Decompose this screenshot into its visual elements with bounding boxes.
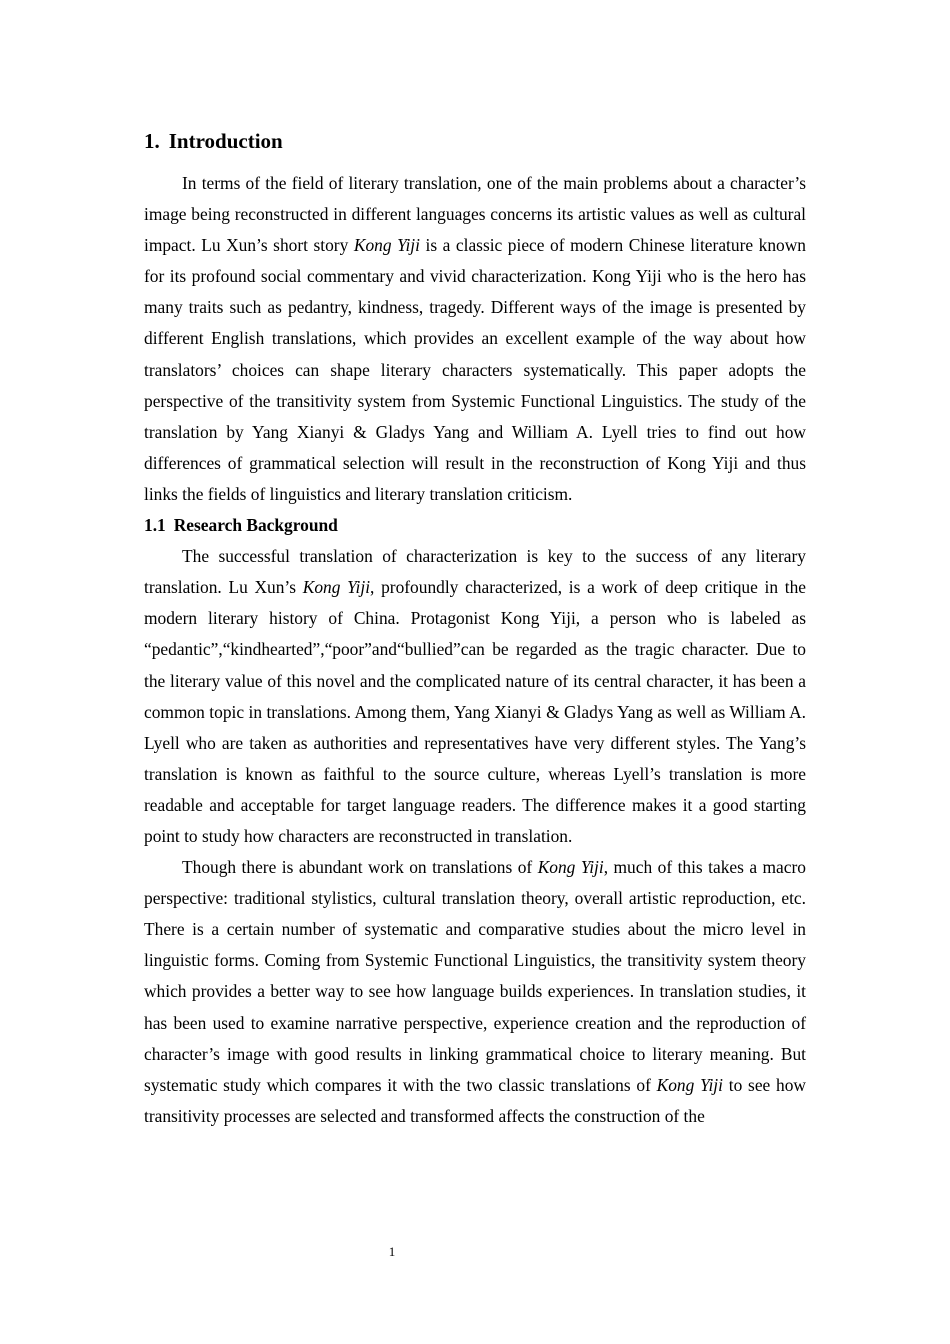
section-title: Introduction [168,129,283,153]
background-paragraph-2-text-2: , much of this takes a macro perspective: traditional stylistics, cultural translation theory, overall artistic reproduction, etc. There is a certain number of systematic and comparative studies about the micro level in linguistic forms. Coming from Systemic Functional Linguistics, the transitivity system theory which provides a better way to see how language builds experiences. In translation studies, it has been used to examine narrative perspective, experience creation and the reproduction of character’s image with good results in linking grammatical choice to literary meaning. But systematic study which compares it with the two classic translations of [144,857,806,1095]
background-paragraph-1-text-1: The successful translation of characterization is key to the success of any literary translation. Lu Xun’s [144,546,806,598]
intro-paragraph [144,168,806,510]
work-title: Kong Yiji [353,235,420,256]
background-paragraph-2-text-1: Though there is abundant work on translations of [182,857,533,878]
page-content [144,126,806,1132]
subsection-heading [144,510,806,541]
intro-paragraph-text-2: is a classic piece of modern Chinese literature known for its profound social commentary and vivid characterization. Kong Yiji who is the hero has many traits such as pedantry, kindness, tragedy. Different ways of the image is presented by different English translations, which provides an excellent example of the way about how translators’ choices can shape literary characters systematically. This paper adopts the perspective of the transitivity system from Systemic Functional Linguistics. The study of the translation by Yang Xianyi & Gladys Yang and William A. Lyell tries to find out how differences of grammatical selection will result in the reconstruction of Kong Yiji and thus links the fields of linguistics and literary translation criticism. [144,235,806,504]
page-number: 1 [388,1244,396,1259]
background-paragraph-1 [144,541,806,852]
background-paragraph-1-text-2: , profoundly characterized, is a work of deep critique in the modern literary history of China. Protagonist Kong Yiji, a person who is labeled as “pedantic”,“kindhearted”,“poor”and“bullied”can be regarded as the tragic character. Due to the literary value of this novel and the complicated nature of its central character, it has been a common topic in translations. Among them, Yang Xianyi & Gladys Yang as well as William A. Lyell who are taken as authorities and representatives have very different styles. The Yang’s translation is known as faithful to the source culture, whereas Lyell’s translation is more readable and acceptable for target language readers. The difference makes it a good starting point to study how characters are reconstructed in translation. [144,577,806,846]
work-title: Kong Yiji [656,1074,723,1095]
section-number: 1. [144,129,160,153]
subsection-title: Research Background [173,515,338,536]
section-heading [144,126,806,156]
subsection-number: 1.1 [144,515,166,536]
background-paragraph-2 [144,852,806,1132]
background-paragraph-2-text-3: to see how transitivity processes are selected and transformed affects the construction of the [144,1074,806,1126]
intro-paragraph-text-1: In terms of the field of literary translation, one of the main problems about a character’s image being reconstructed in different languages concerns its artistic values as well as cultural impact. Lu Xun’s short story [144,173,806,256]
work-title: Kong Yiji [537,857,604,878]
work-title: Kong Yiji [302,577,371,598]
